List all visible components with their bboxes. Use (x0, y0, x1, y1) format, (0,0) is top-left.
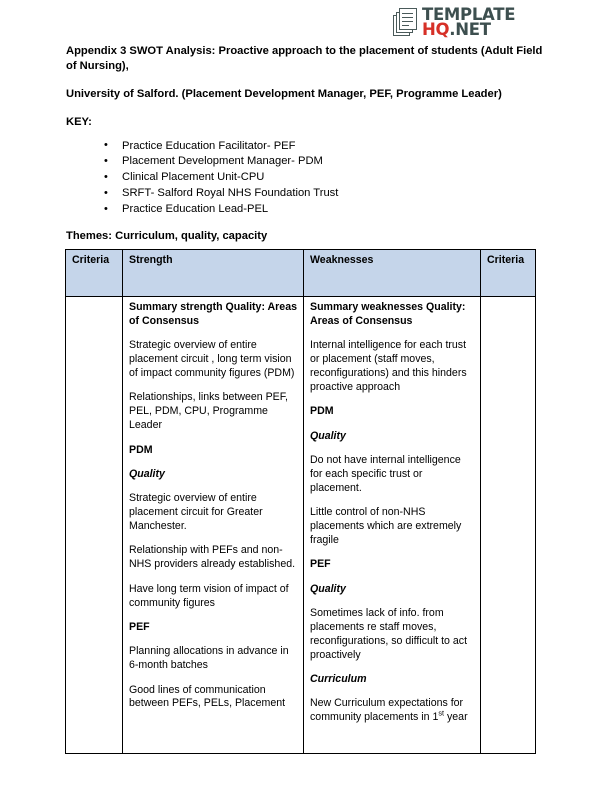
logo-line-hqnet (422, 20, 515, 40)
weakness-block-6: PEF (310, 558, 331, 571)
cell-weaknesses (304, 297, 481, 754)
document-subtitle: University of Salford. (Placement Development Manager, PEF, Programme Leader) (66, 87, 502, 100)
weakness-block-8: Sometimes lack of info. from placements re staff moves, reconfigurations, so difficult to act proactively (310, 607, 468, 661)
weakness-block-7: Quality (310, 582, 346, 595)
strength-block-7: Have long term vision of impact of community figures (129, 582, 289, 609)
strength-block-9: Planning allocations in advance in 6-month batches (129, 645, 289, 672)
strength-block-8: PEF (129, 620, 150, 633)
list-item: • Placement Development Manager- PDM (104, 154, 544, 170)
weakness-block-9: Curriculum (310, 673, 367, 685)
strength-block-3: PDM (129, 443, 153, 456)
document-body (66, 44, 544, 244)
site-logo (393, 7, 515, 38)
list-item: • Practice Education Lead-PEL (104, 202, 544, 218)
table-row (66, 297, 536, 754)
logo-line-template: TEMPLATE (422, 5, 516, 24)
weakness-block-0: Summary weaknesses Quality: Areas of Consensus (310, 301, 466, 327)
cell-strength (123, 297, 304, 754)
logo-wordmark (422, 5, 516, 40)
logo-hq-text: HQ (422, 20, 450, 40)
column-header-weaknesses: Weaknesses (304, 250, 481, 297)
strength-block-10: Good lines of communication between PEFs, PELs, Placement (129, 683, 286, 710)
weakness-block-10: New Curriculum expectations for community placements in 1st year (310, 697, 468, 724)
strength-content (129, 301, 298, 711)
themes-line: Themes: Curriculum, quality, capacity (66, 230, 268, 243)
stacked-document-icon (393, 8, 419, 38)
cell-criteria-left (66, 297, 123, 754)
strength-block-6: Relationship with PEFs and non-NHS providers already established. (129, 544, 296, 571)
list-item: • Practice Education Facilitator- PEF (104, 139, 544, 155)
strength-block-4: Quality (129, 467, 165, 480)
weakness-block-5: Little control of non-NHS placements which are extremely fragile (310, 506, 462, 546)
strength-block-1: Strategic overview of entire placement circuit , long term vision of impact community figures (PDM) (129, 339, 295, 379)
weakness-block-4: Do not have internal intelligence for each specific trust or placement. (310, 454, 461, 494)
column-header-criteria-left: Criteria (66, 250, 123, 297)
cell-criteria-right (481, 297, 536, 754)
weakness-block-3: Quality (310, 429, 346, 442)
strength-block-0: Summary strength Quality: Areas of Consensus (129, 301, 297, 327)
list-item: • Clinical Placement Unit-CPU (104, 170, 544, 186)
list-item: • SRFT- Salford Royal NHS Foundation Trust (104, 186, 544, 202)
swot-table (65, 249, 536, 754)
strength-block-2: Relationships, links between PEF, PEL, PDM, CPU, Programme Leader (129, 391, 288, 432)
logo-net-text: .NET (449, 20, 491, 40)
table-header-row (66, 250, 536, 297)
weakness-block-2: PDM (310, 405, 334, 418)
ordinal-superscript: st (438, 708, 445, 718)
weaknesses-content (310, 301, 475, 725)
column-header-strength: Strength (123, 250, 304, 297)
strength-block-5: Strategic overview of entire placement circuit for Greater Manchester. (129, 492, 263, 532)
weakness-block-1: Internal intelligence for each trust or placement (staff moves, reconfigurations) and this hinders proactive approach (310, 339, 467, 393)
column-header-criteria-right: Criteria (481, 250, 536, 297)
key-list (66, 139, 544, 219)
page-title: Appendix 3 SWOT Analysis: Proactive approach to the placement of students (Adult Field of Nursing), (66, 45, 543, 72)
key-heading: KEY: (66, 115, 92, 128)
